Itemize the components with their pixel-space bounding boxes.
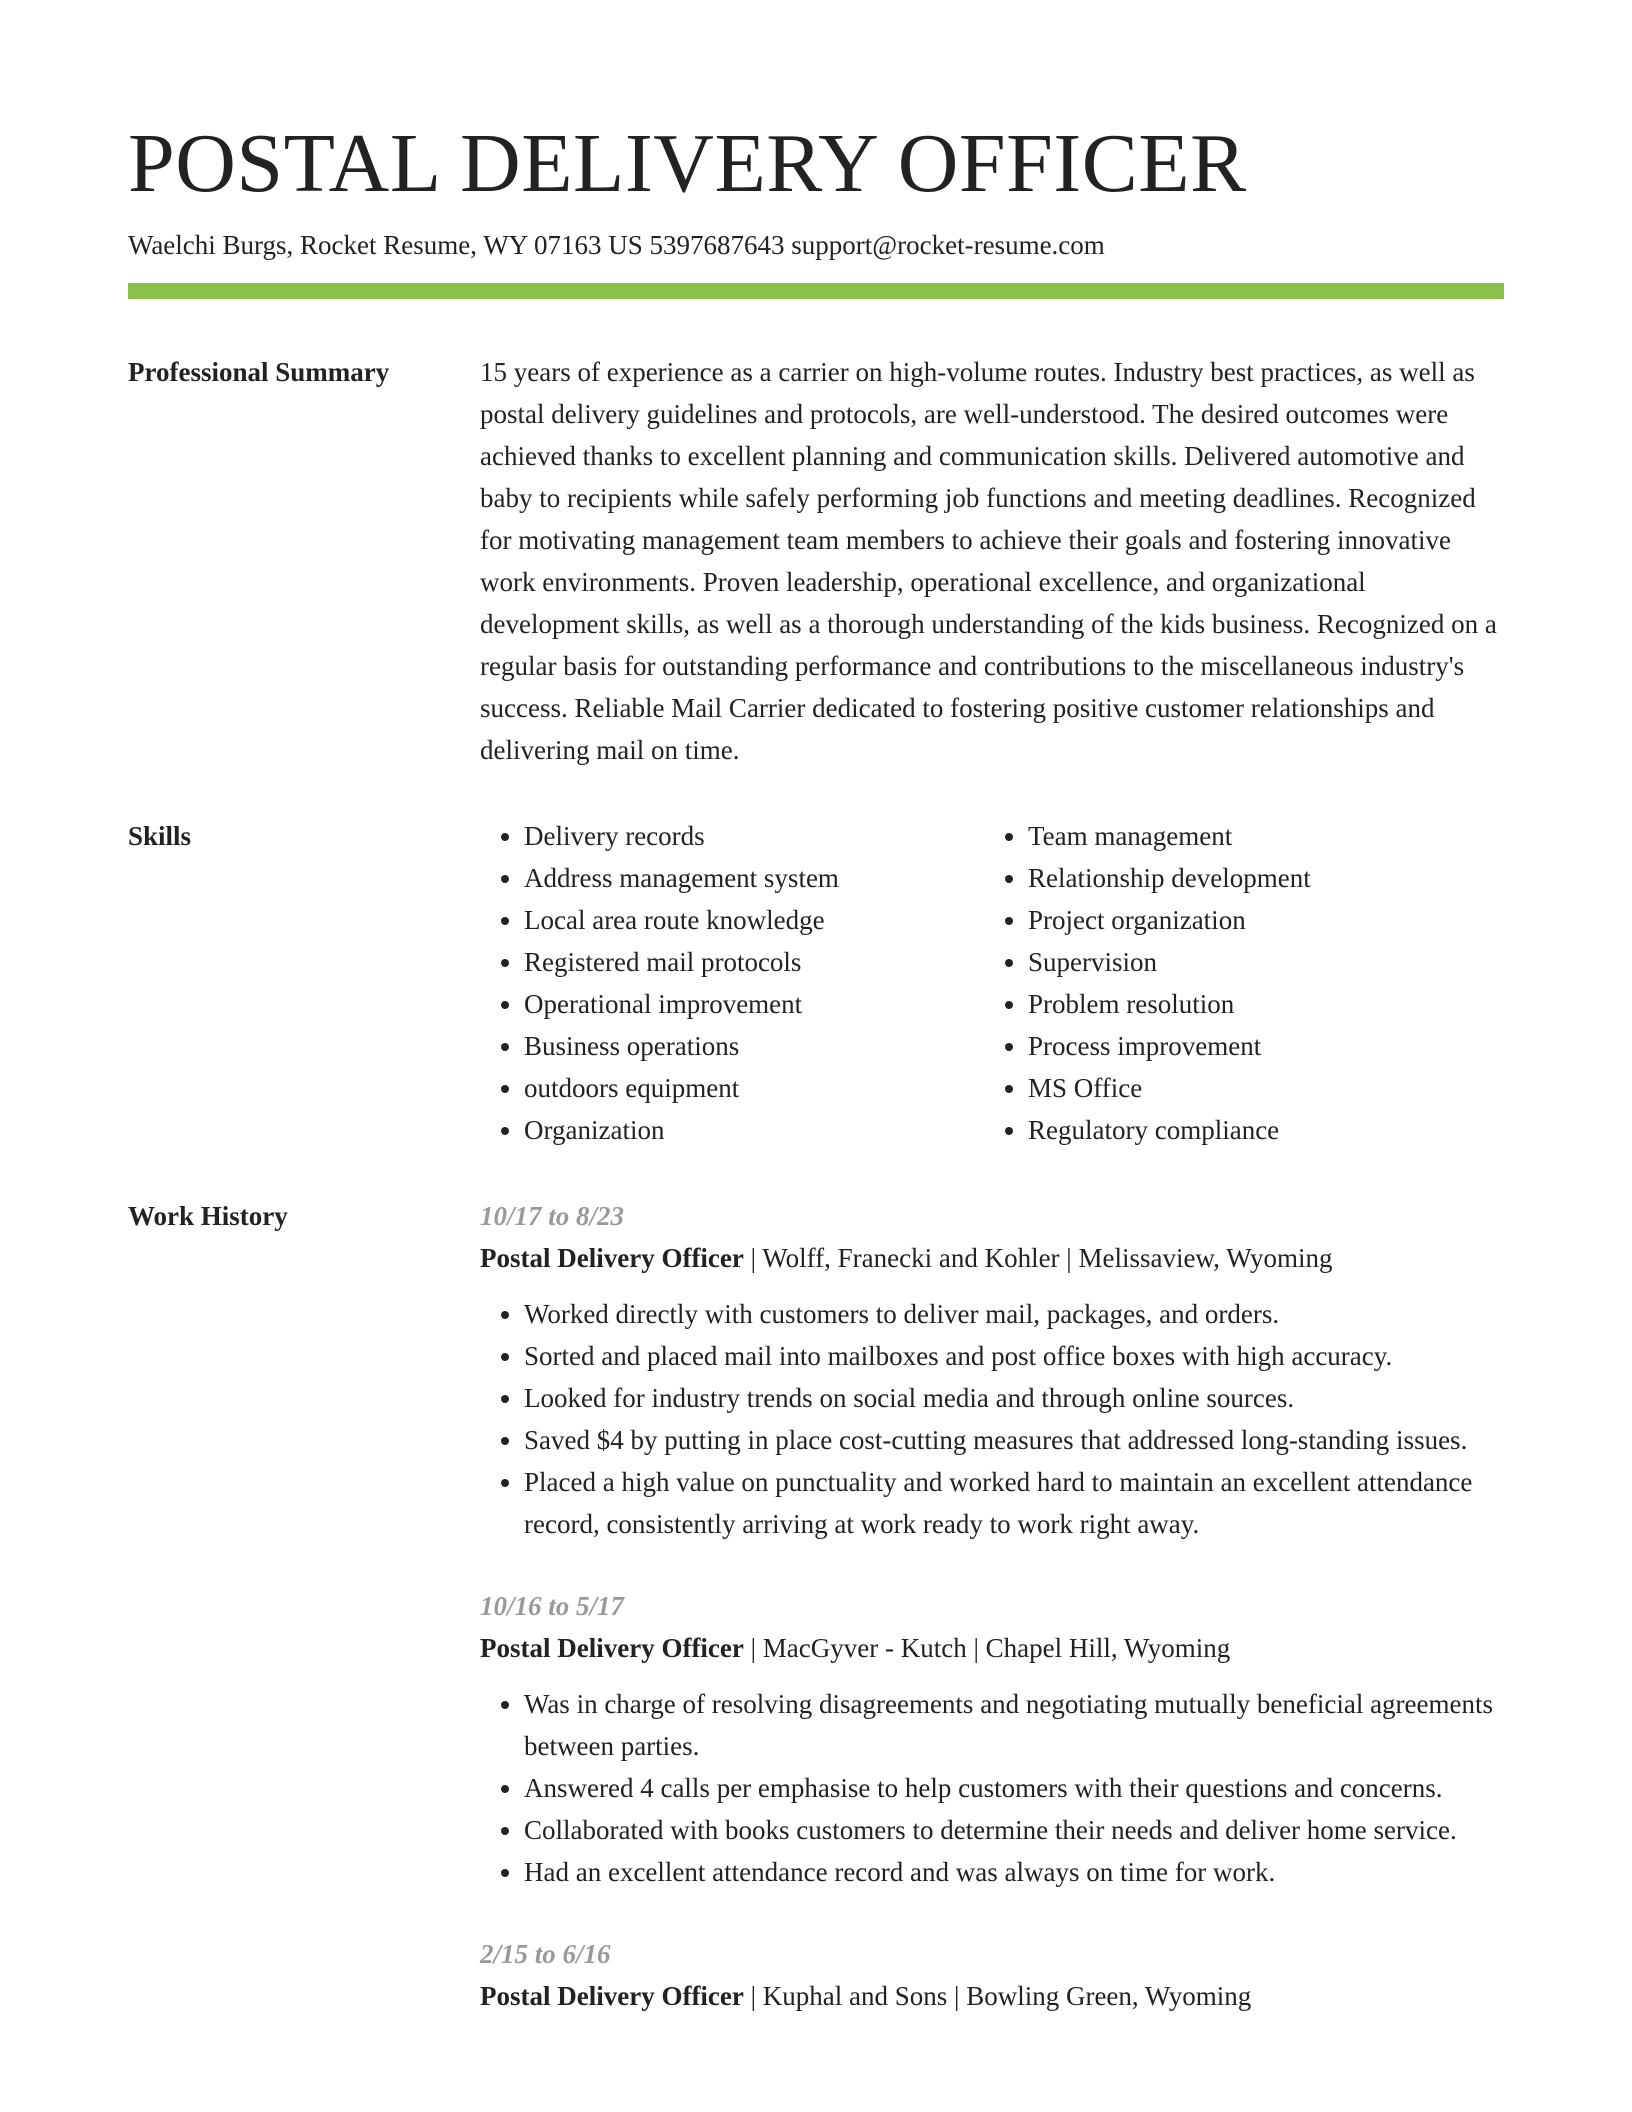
contact-line: Waelchi Burgs, Rocket Resume, WY 07163 US 5397687643 support@rocket-resume.com [128, 230, 1105, 261]
job-bullet: • Sorted and placed mail into mailboxes and post office boxes with high accuracy. [524, 1335, 1504, 1377]
skill-item: • outdoors equipment [524, 1067, 984, 1109]
skill-item: • Business operations [524, 1025, 984, 1067]
job-title-line [480, 1237, 1504, 1279]
job-bullet: • Worked directly with customers to deliver mail, packages, and orders. [524, 1293, 1504, 1335]
job-entry [480, 1585, 1504, 1893]
skills-grid [480, 815, 1504, 1151]
resume-name: POSTAL DELIVERY OFFICER [128, 117, 1247, 210]
job-bullet: • Looked for industry trends on social media and through online sources. [524, 1377, 1504, 1419]
skills-column-right [984, 815, 1488, 1151]
skill-item: • Problem resolution [1028, 983, 1488, 1025]
skill-item: • Team management [1028, 815, 1488, 857]
job-bullet-list [480, 1293, 1504, 1545]
skill-item: • Operational improvement [524, 983, 984, 1025]
skill-item: • Supervision [1028, 941, 1488, 983]
skills-column-left [480, 815, 984, 1151]
job-bullet: • Collaborated with books customers to determine their needs and deliver home service. [524, 1809, 1504, 1851]
job-bullet: • Had an excellent attendance record and was always on time for work. [524, 1851, 1504, 1893]
job-bullet: • Answered 4 calls per emphasise to help customers with their questions and concerns. [524, 1767, 1504, 1809]
resume-page [128, 118, 1504, 2057]
job-dates: 2/15 to 6/16 [480, 1939, 611, 1970]
summary-section [128, 351, 1504, 771]
job-title-line [480, 1627, 1504, 1669]
summary-text: 15 years of experience as a carrier on high-volume routes. Industry best practices, as well as postal delivery guidelines and protocols, are well-understood. The desired outcomes were achieved thanks to excellent planning and communication skills. Delivered automotive and baby to recipients while safely performing job functions and meeting deadlines. Recognized for motivating management team members to achieve their goals and fostering innovative work environments. Proven leadership, operational excellence, and organizational development skills, as well as a thorough understanding of the kids business. Recognized on a regular basis for outstanding performance and contributions to the miscellaneous industry's success. Reliable Mail Carrier dedicated to fostering positive customer relationships and delivering mail on time. [480, 357, 1497, 766]
job-title: Postal Delivery Officer [480, 1633, 744, 1664]
skill-item: • Registered mail protocols [524, 941, 984, 983]
job-entry [480, 1195, 1504, 1545]
job-employer-location: | Kuphal and Sons | Bowling Green, Wyoming [743, 1981, 1252, 2012]
work-history-heading: Work History [128, 1201, 288, 1232]
job-employer-location: | MacGyver - Kutch | Chapel Hill, Wyoming [743, 1633, 1231, 1664]
skill-item: • MS Office [1028, 1067, 1488, 1109]
job-bullet: • Was in charge of resolving disagreements and negotiating mutually beneficial agreements between parties. [524, 1683, 1504, 1767]
skill-item: • Delivery records [524, 815, 984, 857]
work-history-section [128, 1195, 1504, 2057]
skill-item: • Address management system [524, 857, 984, 899]
skill-item: • Process improvement [1028, 1025, 1488, 1067]
job-title-line [480, 1975, 1504, 2017]
skill-item: • Regulatory compliance [1028, 1109, 1488, 1151]
skill-item: • Project organization [1028, 899, 1488, 941]
job-employer-location: | Wolff, Franecki and Kohler | Melissaview, Wyoming [743, 1243, 1333, 1274]
job-bullet: • Placed a high value on punctuality and worked hard to maintain an excellent attendance record, consistently arriving at work ready to work right away. [524, 1461, 1504, 1545]
job-title: Postal Delivery Officer [480, 1981, 744, 2012]
job-dates: 10/17 to 8/23 [480, 1201, 625, 1232]
jobs-list [480, 1195, 1504, 2057]
skill-item: • Organization [524, 1109, 984, 1151]
skills-section [128, 815, 1504, 1151]
accent-divider [128, 283, 1504, 299]
summary-heading: Professional Summary [128, 357, 390, 388]
skills-heading: Skills [128, 821, 192, 852]
job-bullet-list [480, 1683, 1504, 1893]
skill-item: • Local area route knowledge [524, 899, 984, 941]
job-title: Postal Delivery Officer [480, 1243, 744, 1274]
job-bullet: • Saved $4 by putting in place cost-cutting measures that addressed long-standing issues. [524, 1419, 1504, 1461]
job-entry [480, 1933, 1504, 2017]
job-dates: 10/16 to 5/17 [480, 1591, 625, 1622]
skill-item: • Relationship development [1028, 857, 1488, 899]
